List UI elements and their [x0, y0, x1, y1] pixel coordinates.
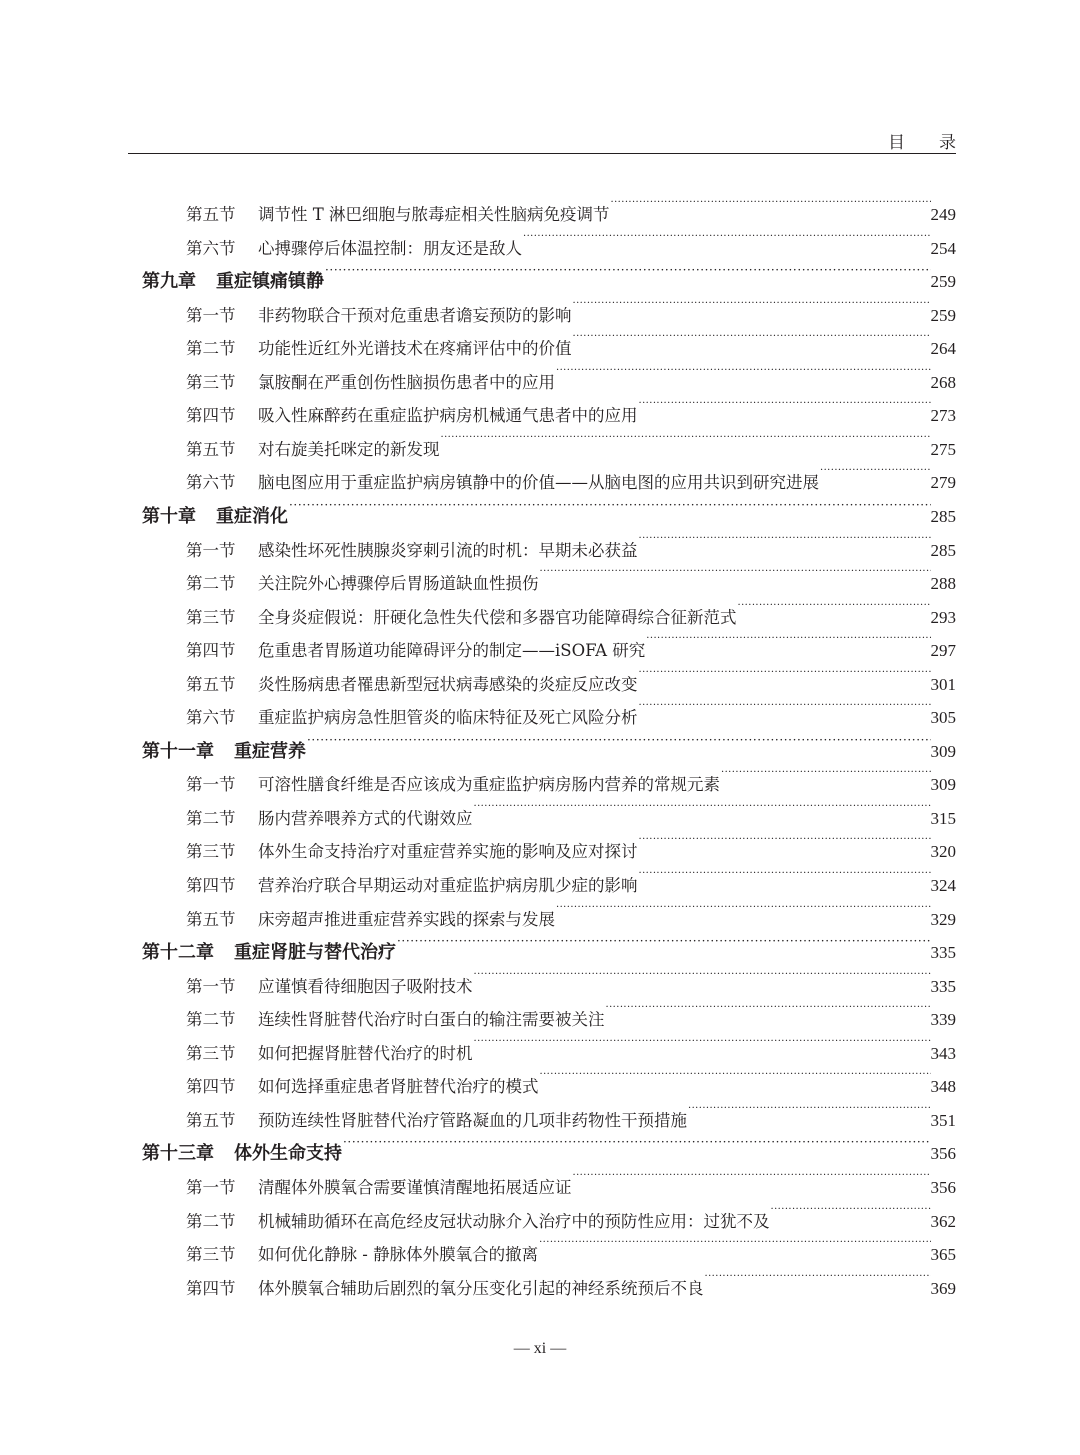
section-title: 可溶性膳食纤维是否应该成为重症监护病房肠内营养的常规元素 — [258, 775, 720, 795]
chapter-title: 重症消化 — [216, 505, 288, 527]
dot-leader — [819, 454, 931, 488]
section-title: 体外生命支持治疗对重症营养实施的影响及应对探讨 — [258, 842, 638, 862]
toc-section-entry[interactable] — [186, 1092, 956, 1130]
toc-section-entry[interactable] — [186, 555, 956, 594]
toc-section-entry[interactable] — [186, 857, 956, 895]
section-label: 第五节 — [186, 205, 236, 224]
page-number-ref: 254 — [930, 238, 956, 258]
section-title: 炎性肠病患者罹患新型冠状病毒感染的炎症反应改变 — [258, 674, 638, 694]
dot-leader — [555, 354, 931, 388]
section-title: 肠内营养喂养方式的代谢效应 — [258, 808, 473, 828]
toc-section-entry[interactable] — [186, 656, 956, 694]
section-title: 全身炎症假说：肝硬化急性失代偿和多器官功能障碍综合征新范式 — [258, 607, 737, 627]
chapter-title: 重症营养 — [234, 740, 306, 762]
page-number-ref: 362 — [930, 1211, 956, 1231]
dot-leader — [396, 924, 931, 958]
dot-leader — [539, 1058, 931, 1092]
section-label: 第四节 — [186, 641, 236, 661]
section-title: 心搏骤停后体温控制：朋友还是敌人 — [258, 238, 522, 258]
section-label: 第三节 — [186, 1043, 236, 1063]
page-number: — xi — — [513, 1340, 567, 1357]
section-title: 危重患者胃肠道功能障碍评分的制定——iSOFA 研究 — [258, 641, 646, 661]
dot-leader — [555, 891, 931, 925]
section-label: 第四节 — [186, 1278, 236, 1298]
page-number-ref: 320 — [930, 842, 956, 862]
header-title: 目录 — [888, 133, 990, 153]
page-number-ref: 339 — [930, 1010, 956, 1030]
section-label: 第三节 — [186, 607, 236, 627]
toc-section-entry[interactable] — [186, 387, 956, 426]
section-title: 吸入性麻醉药在重症监护病房机械通气患者中的应用 — [258, 406, 638, 426]
dot-leader — [638, 387, 931, 421]
page-number-ref: 275 — [930, 439, 956, 459]
page-number-ref: 356 — [930, 1144, 956, 1164]
toc-section-entry[interactable] — [186, 186, 956, 224]
toc-section-entry[interactable] — [186, 320, 956, 359]
section-title: 如何优化静脉 - 静脉体外膜氧合的撤离 — [258, 1245, 539, 1265]
section-label: 第一节 — [186, 305, 236, 325]
section-label: 第三节 — [186, 1245, 236, 1265]
dot-leader — [638, 823, 931, 857]
page-number-ref: 249 — [930, 205, 956, 224]
dot-leader — [539, 555, 931, 589]
page-number-ref: 335 — [930, 976, 956, 996]
section-label: 第四节 — [186, 876, 236, 895]
page-number-ref: 268 — [930, 372, 956, 392]
toc-section-entry[interactable] — [186, 1260, 956, 1298]
dot-leader — [288, 488, 931, 522]
section-label: 第四节 — [186, 1077, 236, 1097]
toc-section-entry[interactable] — [186, 1226, 956, 1265]
section-label: 第三节 — [186, 842, 236, 862]
page-number-ref: 356 — [930, 1177, 956, 1197]
page-number-ref: 315 — [930, 808, 956, 828]
section-label: 第二节 — [186, 808, 236, 828]
toc-section-entry[interactable] — [186, 1159, 956, 1197]
dot-leader — [522, 220, 931, 254]
dot-leader — [473, 1025, 931, 1059]
page-number-ref: 329 — [930, 909, 956, 929]
section-title: 感染性坏死性胰腺炎穿刺引流的时机：早期未必获益 — [258, 540, 638, 560]
toc-section-entry[interactable] — [186, 790, 956, 828]
section-title: 如何选择重症患者肾脏替代治疗的模式 — [258, 1077, 539, 1097]
toc-section-entry[interactable] — [186, 287, 956, 325]
section-label: 第四节 — [186, 406, 236, 426]
dot-leader — [538, 1226, 930, 1260]
section-title: 脑电图应用于重症监护病房镇静中的价值——从脑电图的应用共识到研究进展 — [258, 473, 819, 493]
toc-chapter-entry[interactable] — [142, 723, 956, 762]
dot-leader — [473, 790, 931, 824]
dot-leader — [687, 1092, 931, 1126]
section-label: 第二节 — [186, 1211, 236, 1231]
page-number-ref: 309 — [930, 741, 956, 761]
page-number-ref: 288 — [930, 574, 956, 594]
page-number-ref: 285 — [930, 506, 956, 526]
section-label: 第一节 — [186, 1177, 236, 1197]
dot-leader — [324, 253, 931, 287]
toc-chapter-entry[interactable] — [142, 253, 956, 293]
dot-leader — [720, 756, 931, 790]
section-title: 机械辅助循环在高危经皮冠状动脉介入治疗中的预防性应用：过犹不及 — [258, 1211, 770, 1231]
dot-leader — [638, 857, 931, 891]
page-number-ref: 365 — [930, 1245, 956, 1265]
toc-section-entry[interactable] — [186, 454, 956, 493]
section-title: 体外膜氧合辅助后剧烈的氧分压变化引起的神经系统预后不良 — [258, 1278, 704, 1298]
section-title: 清醒体外膜氧合需要谨慎清醒地拓展适应证 — [258, 1177, 572, 1197]
chapter-title: 重症肾脏与替代治疗 — [234, 942, 396, 964]
dot-leader — [770, 1193, 931, 1227]
dot-leader — [638, 522, 931, 556]
toc-section-entry[interactable] — [186, 622, 956, 661]
toc-section-entry[interactable] — [186, 1058, 956, 1097]
section-label: 第五节 — [186, 909, 236, 929]
chapter-label: 第九章 — [142, 271, 196, 293]
toc-section-entry[interactable] — [186, 589, 956, 627]
chapter-title: 重症镇痛镇静 — [216, 271, 324, 293]
section-title: 重症监护病房急性胆管炎的临床特征及死亡风险分析 — [258, 708, 638, 728]
page-number-ref: 264 — [930, 339, 956, 359]
toc-section-entry[interactable] — [186, 1025, 956, 1063]
page-number-ref: 259 — [930, 305, 956, 325]
page-number-ref: 301 — [930, 674, 956, 694]
dot-leader — [704, 1260, 931, 1294]
dot-leader — [610, 186, 931, 220]
section-label: 第五节 — [186, 1110, 236, 1130]
section-label: 第六节 — [186, 473, 236, 493]
dot-leader — [306, 723, 931, 757]
dot-leader — [440, 421, 931, 455]
dot-leader — [638, 689, 931, 723]
section-title: 应谨慎看待细胞因子吸附技术 — [258, 976, 473, 996]
section-label: 第三节 — [186, 372, 236, 392]
toc-section-entry[interactable] — [186, 958, 956, 996]
section-title: 关注院外心搏骤停后胃肠道缺血性损伤 — [258, 574, 539, 594]
section-title: 氯胺酮在严重创伤性脑损伤患者中的应用 — [258, 372, 555, 392]
toc-section-entry[interactable] — [186, 991, 956, 1030]
dot-leader — [473, 958, 931, 992]
section-title: 调节性 T 淋巴细胞与脓毒症相关性脑病免疫调节 — [258, 205, 610, 224]
section-title: 非药物联合干预对危重患者谵妄预防的影响 — [258, 305, 572, 325]
section-label: 第一节 — [186, 775, 236, 795]
chapter-label: 第十章 — [142, 505, 196, 527]
dot-leader — [605, 991, 931, 1025]
section-label: 第二节 — [186, 339, 236, 359]
header-rule — [128, 153, 956, 154]
page-number-ref: 297 — [930, 641, 956, 661]
page-number-ref: 293 — [930, 607, 956, 627]
dot-leader — [645, 622, 930, 656]
toc-section-entry[interactable] — [186, 220, 956, 258]
section-title: 功能性近红外光谱技术在疼痛评估中的价值 — [258, 339, 572, 359]
chapter-label: 第十二章 — [142, 942, 214, 964]
toc-section-entry[interactable] — [186, 1193, 956, 1231]
section-title: 对右旋美托咪定的新发现 — [258, 439, 440, 459]
page-number-ref: 305 — [930, 708, 956, 728]
section-label: 第六节 — [186, 708, 236, 728]
page-number-ref: 343 — [930, 1043, 956, 1063]
toc-section-entry[interactable] — [186, 689, 956, 728]
toc-section-entry[interactable] — [186, 891, 956, 929]
dot-leader — [737, 589, 931, 623]
section-label: 第六节 — [186, 238, 236, 258]
toc-section-entry[interactable] — [186, 522, 956, 560]
section-label: 第一节 — [186, 540, 236, 560]
page-number-ref: 351 — [930, 1110, 956, 1130]
page-number-ref: 369 — [930, 1278, 956, 1298]
toc-chapter-entry[interactable] — [142, 924, 956, 964]
page-number-ref: 335 — [930, 943, 956, 963]
toc-section-entry[interactable] — [186, 823, 956, 862]
toc-section-entry[interactable] — [186, 421, 956, 459]
section-label: 第五节 — [186, 674, 236, 694]
section-title: 如何把握肾脏替代治疗的时机 — [258, 1043, 473, 1063]
dot-leader — [342, 1125, 931, 1159]
section-label: 第五节 — [186, 439, 236, 459]
page-number-ref: 348 — [930, 1077, 956, 1097]
chapter-label: 第十三章 — [142, 1143, 214, 1165]
page-number-ref: 324 — [930, 876, 956, 895]
section-title: 营养治疗联合早期运动对重症监护病房肌少症的影响 — [258, 876, 638, 895]
section-title: 床旁超声推进重症营养实践的探索与发展 — [258, 909, 555, 929]
page-number-ref: 309 — [930, 775, 956, 795]
toc-section-entry[interactable] — [186, 756, 956, 795]
section-label: 第一节 — [186, 976, 236, 996]
dot-leader — [638, 656, 931, 690]
page-number-ref: 259 — [930, 272, 956, 292]
chapter-title: 体外生命支持 — [234, 1143, 342, 1165]
section-label: 第二节 — [186, 574, 236, 594]
running-header — [128, 124, 990, 154]
dot-leader — [572, 287, 931, 321]
dot-leader — [572, 1159, 931, 1193]
page-number-ref: 273 — [930, 406, 956, 426]
toc-section-entry[interactable] — [186, 354, 956, 392]
toc-chapter-entry[interactable] — [142, 1125, 956, 1165]
section-title: 连续性肾脏替代治疗时白蛋白的输注需要被关注 — [258, 1010, 605, 1030]
section-title: 预防连续性肾脏替代治疗管路凝血的几项非药物性干预措施 — [258, 1110, 687, 1130]
toc-chapter-entry[interactable] — [142, 488, 956, 527]
page-number-ref: 279 — [930, 473, 956, 493]
page-number-ref: 285 — [930, 540, 956, 560]
section-label: 第二节 — [186, 1010, 236, 1030]
chapter-label: 第十一章 — [142, 740, 214, 762]
dot-leader — [572, 320, 931, 354]
